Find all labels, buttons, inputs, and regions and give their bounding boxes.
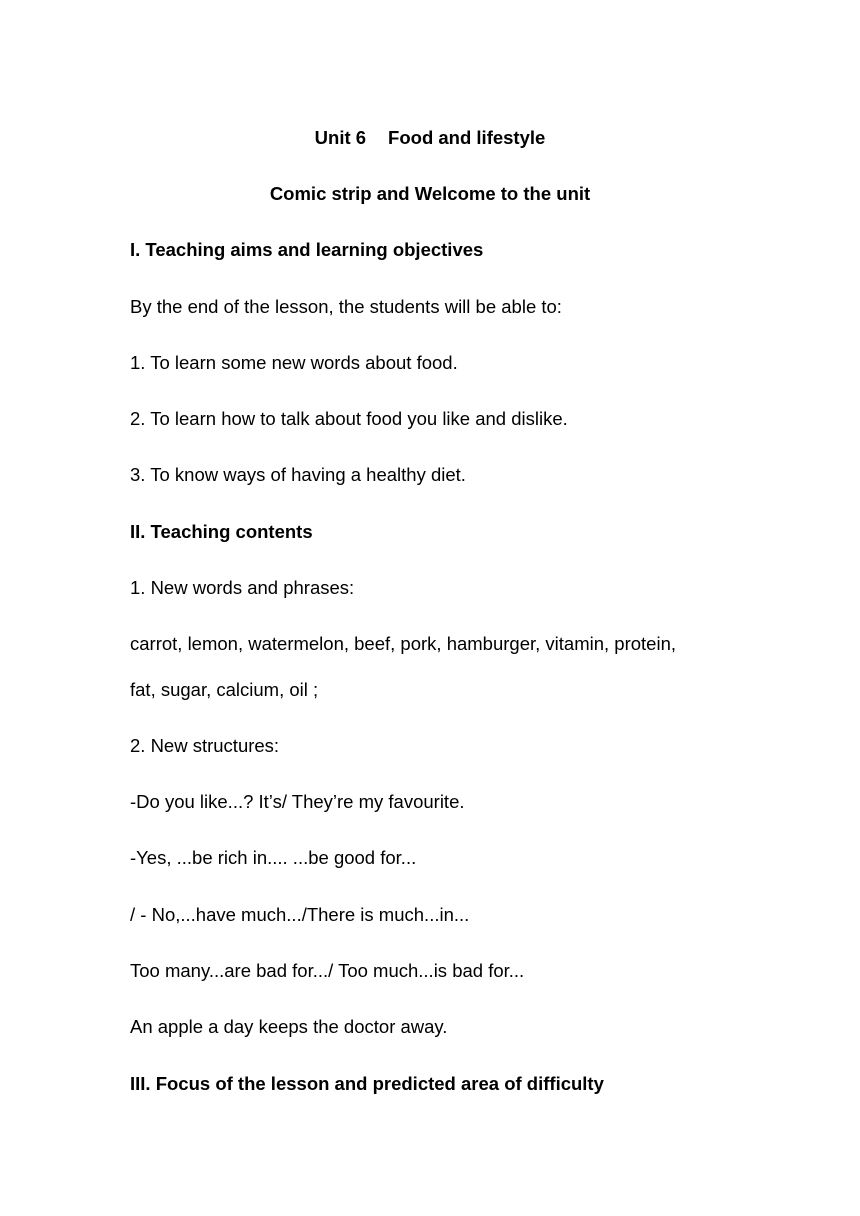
aim-item: 2. To learn how to talk about food you like and dislike. <box>130 408 568 429</box>
aim-item: 1. To learn some new words about food. <box>130 352 458 373</box>
unit-label: Unit 6 <box>314 127 367 148</box>
structure-item: Too many...are bad for.../ Too much...is bad for... <box>130 960 525 981</box>
new-words-list-line: fat, sugar, calcium, oil ; <box>130 679 319 700</box>
section-heading-aims: I. Teaching aims and learning objectives <box>130 239 484 260</box>
structure-item: An apple a day keeps the doctor away. <box>130 1016 448 1037</box>
structure-item: -Yes, ...be rich in.... ...be good for... <box>130 847 417 868</box>
new-words-label: 1. New words and phrases: <box>130 577 355 598</box>
aim-item: 3. To know ways of having a healthy diet. <box>130 464 466 485</box>
section-heading-focus: III. Focus of the lesson and predicted area of difficulty <box>130 1073 604 1094</box>
structure-item: / - No,...have much.../There is much...in... <box>130 904 470 925</box>
lesson-subtitle: Comic strip and Welcome to the unit <box>269 183 591 204</box>
aims-intro: By the end of the lesson, the students will be able to: <box>130 296 562 317</box>
document-title <box>0 126 860 150</box>
new-structures-label: 2. New structures: <box>130 735 280 756</box>
section-heading-contents: II. Teaching contents <box>130 521 313 542</box>
new-words-list-line: carrot, lemon, watermelon, beef, pork, hamburger, vitamin, protein, <box>130 633 677 654</box>
unit-title: Food and lifestyle <box>388 127 546 148</box>
structure-item: -Do you like...? It’s/ They’re my favourite. <box>130 791 465 812</box>
